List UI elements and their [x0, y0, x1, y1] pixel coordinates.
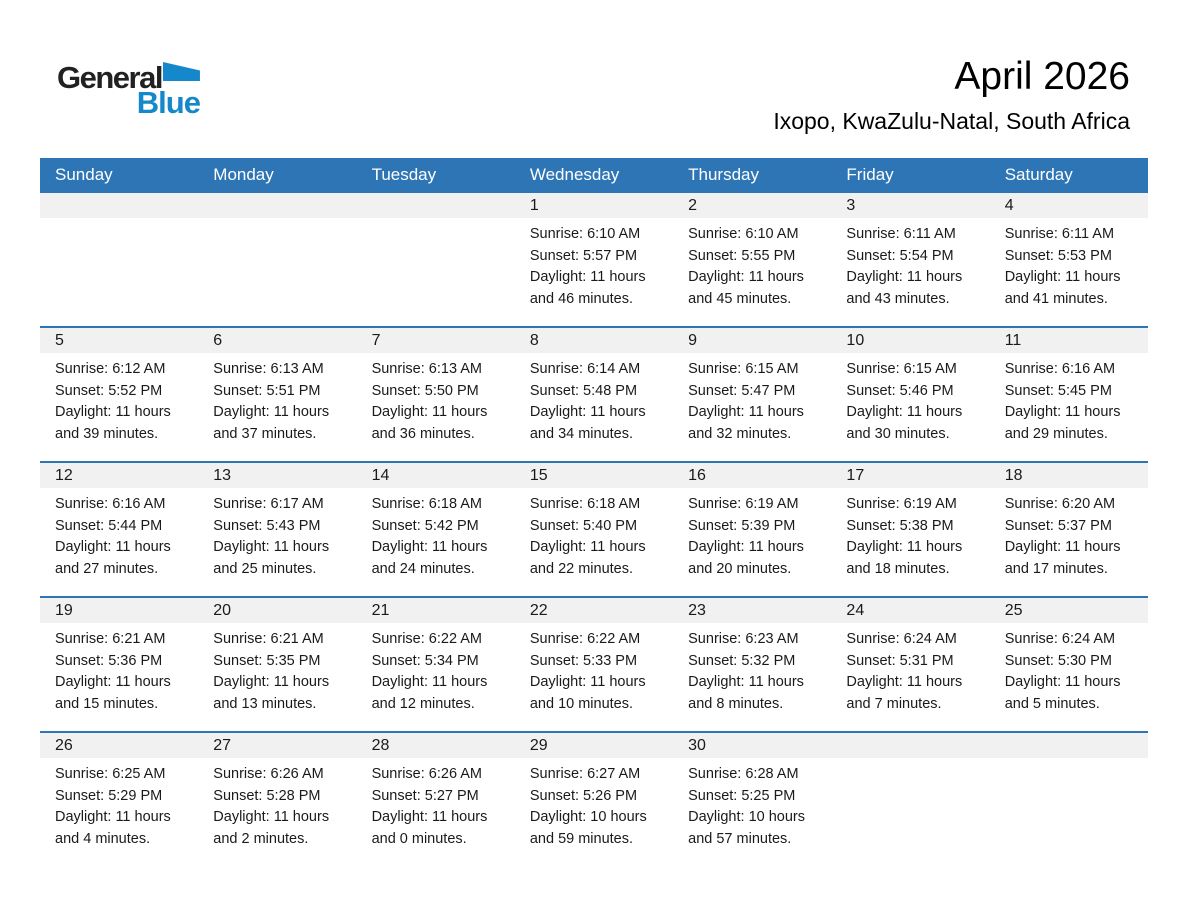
- sunset-text: Sunset: 5:37 PM: [1004, 517, 1112, 534]
- day-cell-19: [40, 598, 198, 731]
- day-details: [673, 758, 831, 850]
- sunrise-text: Sunrise: 6:27 AM: [529, 766, 641, 782]
- day-cell-15: [515, 463, 673, 596]
- daylight-text-line1: Daylight: 11 hours: [529, 539, 646, 555]
- sunset-text: Sunset: 5:55 PM: [688, 247, 796, 264]
- day-number: 10: [831, 328, 989, 353]
- day-number: 1: [515, 193, 673, 218]
- daylight-text-line1: Daylight: 11 hours: [688, 539, 804, 555]
- calendar-grid: [40, 158, 1148, 866]
- day-details: [515, 488, 673, 580]
- sunrise-text: Sunrise: 6:26 AM: [371, 766, 482, 782]
- sunset-text: Sunset: 5:34 PM: [371, 652, 479, 669]
- day-number: 27: [198, 733, 356, 758]
- sunrise-text: Sunrise: 6:26 AM: [213, 766, 324, 782]
- daylight-text-line1: Daylight: 11 hours: [55, 809, 171, 825]
- daylight-text-line1: Daylight: 11 hours: [529, 404, 646, 420]
- weekday-header-row: [40, 158, 1148, 191]
- day-cell-4: [990, 193, 1148, 326]
- daylight-text-line2: and 37 minutes.: [213, 425, 317, 442]
- day-number: 12: [40, 463, 198, 488]
- day-cell-6: [198, 328, 356, 461]
- day-details: [198, 488, 356, 580]
- sunrise-text: Sunrise: 6:25 AM: [55, 766, 166, 782]
- day-cell-18: [990, 463, 1148, 596]
- day-cell-21: [357, 598, 515, 731]
- daylight-text-line2: and 8 minutes.: [688, 695, 784, 712]
- day-number: 3: [831, 193, 989, 218]
- daylight-text-line2: and 29 minutes.: [1004, 425, 1108, 442]
- sunset-text: Sunset: 5:51 PM: [213, 382, 321, 399]
- day-details: [515, 758, 673, 850]
- day-cell-23: [673, 598, 831, 731]
- daylight-text-line2: and 20 minutes.: [688, 560, 792, 577]
- daylight-text-line1: Daylight: 11 hours: [688, 674, 804, 690]
- empty-day-cell: [990, 733, 1148, 866]
- weeks-container: [40, 191, 1148, 866]
- day-cell-30: [673, 733, 831, 866]
- sunrise-text: Sunrise: 6:15 AM: [688, 361, 799, 377]
- logo-text-general: General: [57, 60, 162, 95]
- page-subtitle: Ixopo, KwaZulu-Natal, South Africa: [773, 107, 1130, 134]
- day-cell-22: [515, 598, 673, 731]
- sunrise-text: Sunrise: 6:11 AM: [846, 226, 956, 242]
- day-cell-11: [990, 328, 1148, 461]
- empty-day-cell: [357, 193, 515, 326]
- sunset-text: Sunset: 5:25 PM: [688, 787, 796, 804]
- daylight-text-line1: Daylight: 11 hours: [55, 404, 171, 420]
- sunrise-text: Sunrise: 6:19 AM: [688, 496, 799, 512]
- daylight-text-line1: Daylight: 11 hours: [1004, 674, 1121, 690]
- day-number: 8: [515, 328, 673, 353]
- weekday-header-tuesday: Tuesday: [371, 164, 437, 184]
- sunset-text: Sunset: 5:28 PM: [213, 787, 321, 804]
- daylight-text-line1: Daylight: 11 hours: [55, 674, 171, 690]
- day-number: 11: [990, 328, 1148, 353]
- day-details: [40, 353, 198, 445]
- day-details: [673, 218, 831, 310]
- sunrise-text: Sunrise: 6:13 AM: [371, 361, 482, 377]
- empty-day-band: [357, 193, 515, 218]
- day-number: 29: [515, 733, 673, 758]
- daylight-text-line1: Daylight: 11 hours: [371, 674, 488, 690]
- sunset-text: Sunset: 5:27 PM: [371, 787, 479, 804]
- day-number: 15: [515, 463, 673, 488]
- day-details: [357, 353, 515, 445]
- daylight-text-line2: and 4 minutes.: [55, 830, 151, 847]
- empty-day-band: [990, 733, 1148, 758]
- daylight-text-line2: and 7 minutes.: [846, 695, 942, 712]
- sunset-text: Sunset: 5:36 PM: [55, 652, 163, 669]
- sunset-text: Sunset: 5:26 PM: [529, 787, 638, 804]
- day-number: 7: [357, 328, 515, 353]
- day-cell-9: [673, 328, 831, 461]
- day-details: [198, 623, 356, 715]
- day-details: [990, 623, 1148, 715]
- weekday-header-saturday: Saturday: [1004, 164, 1073, 184]
- daylight-text-line1: Daylight: 11 hours: [529, 674, 646, 690]
- day-details: [831, 218, 989, 310]
- daylight-text-line1: Daylight: 11 hours: [529, 269, 646, 285]
- day-details: [673, 353, 831, 445]
- sunrise-text: Sunrise: 6:19 AM: [846, 496, 957, 512]
- sunrise-text: Sunrise: 6:16 AM: [55, 496, 166, 512]
- sunset-text: Sunset: 5:43 PM: [213, 517, 321, 534]
- sunrise-text: Sunrise: 6:18 AM: [371, 496, 482, 512]
- day-details: [40, 488, 198, 580]
- day-number: 30: [673, 733, 831, 758]
- daylight-text-line2: and 12 minutes.: [371, 695, 475, 712]
- daylight-text-line1: Daylight: 11 hours: [213, 404, 330, 420]
- day-cell-8: [515, 328, 673, 461]
- daylight-text-line1: Daylight: 11 hours: [213, 539, 330, 555]
- sunset-text: Sunset: 5:42 PM: [371, 517, 479, 534]
- sunrise-text: Sunrise: 6:14 AM: [529, 361, 641, 377]
- day-details: [198, 758, 356, 850]
- daylight-text-line2: and 0 minutes.: [371, 830, 467, 847]
- sunset-text: Sunset: 5:46 PM: [846, 382, 954, 399]
- daylight-text-line2: and 10 minutes.: [529, 695, 634, 712]
- weekday-header-wednesday: Wednesday: [529, 164, 620, 184]
- empty-day-cell: [831, 733, 989, 866]
- daylight-text-line1: Daylight: 11 hours: [55, 539, 171, 555]
- daylight-text-line1: Daylight: 11 hours: [213, 809, 330, 825]
- sunrise-text: Sunrise: 6:16 AM: [1004, 361, 1116, 377]
- day-details: [515, 353, 673, 445]
- day-details: [673, 623, 831, 715]
- day-number: 6: [198, 328, 356, 353]
- day-number: 17: [831, 463, 989, 488]
- day-details: [40, 758, 198, 850]
- sunrise-text: Sunrise: 6:24 AM: [846, 631, 957, 647]
- day-cell-16: [673, 463, 831, 596]
- calendar-week-row: [40, 461, 1148, 596]
- daylight-text-line2: and 36 minutes.: [371, 425, 475, 442]
- daylight-text-line2: and 15 minutes.: [55, 695, 159, 712]
- page-title: April 2026: [954, 55, 1130, 98]
- daylight-text-line2: and 59 minutes.: [529, 830, 634, 847]
- day-number: 13: [198, 463, 356, 488]
- sunrise-text: Sunrise: 6:22 AM: [371, 631, 482, 647]
- day-number: 2: [673, 193, 831, 218]
- sunset-text: Sunset: 5:35 PM: [213, 652, 321, 669]
- daylight-text-line2: and 30 minutes.: [846, 425, 950, 442]
- sunrise-text: Sunrise: 6:24 AM: [1004, 631, 1116, 647]
- sunset-text: Sunset: 5:39 PM: [688, 517, 796, 534]
- sunrise-text: Sunrise: 6:10 AM: [688, 226, 799, 242]
- sunrise-text: Sunrise: 6:23 AM: [688, 631, 799, 647]
- day-details: [831, 623, 989, 715]
- daylight-text-line1: Daylight: 11 hours: [846, 269, 963, 285]
- day-number: 28: [357, 733, 515, 758]
- day-number: 5: [40, 328, 198, 353]
- sunset-text: Sunset: 5:32 PM: [688, 652, 796, 669]
- daylight-text-line1: Daylight: 11 hours: [213, 674, 330, 690]
- weekday-header-friday: Friday: [846, 164, 894, 184]
- calendar-week-row: [40, 191, 1148, 326]
- daylight-text-line1: Daylight: 11 hours: [371, 404, 488, 420]
- calendar-week-row: [40, 596, 1148, 731]
- day-details: [990, 218, 1148, 310]
- sunset-text: Sunset: 5:52 PM: [55, 382, 163, 399]
- day-number: 9: [673, 328, 831, 353]
- daylight-text-line2: and 32 minutes.: [688, 425, 792, 442]
- day-details: [40, 623, 198, 715]
- daylight-text-line2: and 17 minutes.: [1004, 560, 1108, 577]
- day-details: [990, 353, 1148, 445]
- day-number: 21: [357, 598, 515, 623]
- sunset-text: Sunset: 5:48 PM: [529, 382, 638, 399]
- empty-day-band: [831, 733, 989, 758]
- day-details: [357, 758, 515, 850]
- sunrise-text: Sunrise: 6:21 AM: [55, 631, 166, 647]
- sunrise-text: Sunrise: 6:21 AM: [213, 631, 324, 647]
- sunset-text: Sunset: 5:30 PM: [1004, 652, 1112, 669]
- daylight-text-line1: Daylight: 11 hours: [688, 269, 804, 285]
- day-details: [515, 218, 673, 310]
- day-number: 18: [990, 463, 1148, 488]
- sunset-text: Sunset: 5:29 PM: [55, 787, 163, 804]
- day-details: [673, 488, 831, 580]
- weekday-header-sunday: Sunday: [55, 164, 113, 184]
- day-cell-20: [198, 598, 356, 731]
- day-cell-24: [831, 598, 989, 731]
- sunrise-text: Sunrise: 6:18 AM: [529, 496, 641, 512]
- daylight-text-line1: Daylight: 11 hours: [1004, 404, 1121, 420]
- sunset-text: Sunset: 5:38 PM: [846, 517, 954, 534]
- weekday-header-monday: Monday: [213, 164, 274, 184]
- day-number: 25: [990, 598, 1148, 623]
- sunset-text: Sunset: 5:40 PM: [529, 517, 638, 534]
- day-details: [515, 623, 673, 715]
- day-cell-5: [40, 328, 198, 461]
- daylight-text-line1: Daylight: 11 hours: [688, 404, 804, 420]
- sunset-text: Sunset: 5:57 PM: [529, 247, 638, 264]
- day-number: 19: [40, 598, 198, 623]
- daylight-text-line2: and 25 minutes.: [213, 560, 317, 577]
- day-number: 22: [515, 598, 673, 623]
- sunset-text: Sunset: 5:54 PM: [846, 247, 954, 264]
- weekday-header-thursday: Thursday: [688, 164, 760, 184]
- day-cell-10: [831, 328, 989, 461]
- daylight-text-line1: Daylight: 11 hours: [846, 539, 963, 555]
- sunrise-text: Sunrise: 6:10 AM: [529, 226, 641, 242]
- daylight-text-line2: and 22 minutes.: [529, 560, 634, 577]
- daylight-text-line2: and 57 minutes.: [688, 830, 792, 847]
- sunset-text: Sunset: 5:31 PM: [846, 652, 954, 669]
- sunrise-text: Sunrise: 6:15 AM: [846, 361, 957, 377]
- day-cell-14: [357, 463, 515, 596]
- empty-day-band: [40, 193, 198, 218]
- day-details: [357, 488, 515, 580]
- day-cell-17: [831, 463, 989, 596]
- day-cell-28: [357, 733, 515, 866]
- day-details: [831, 353, 989, 445]
- daylight-text-line2: and 5 minutes.: [1004, 695, 1100, 712]
- day-cell-3: [831, 193, 989, 326]
- day-details: [831, 488, 989, 580]
- header-titles: [773, 56, 1130, 135]
- day-cell-25: [990, 598, 1148, 731]
- daylight-text-line1: Daylight: 11 hours: [1004, 539, 1121, 555]
- daylight-text-line2: and 24 minutes.: [371, 560, 475, 577]
- day-cell-1: [515, 193, 673, 326]
- day-number: 20: [198, 598, 356, 623]
- day-number: 24: [831, 598, 989, 623]
- empty-day-cell: [40, 193, 198, 326]
- sunrise-text: Sunrise: 6:28 AM: [688, 766, 799, 782]
- day-cell-13: [198, 463, 356, 596]
- logo-triangle-icon: [163, 62, 200, 81]
- daylight-text-line2: and 27 minutes.: [55, 560, 159, 577]
- day-details: [357, 623, 515, 715]
- empty-day-cell: [198, 193, 356, 326]
- general-blue-logo: [57, 62, 200, 118]
- daylight-text-line2: and 2 minutes.: [213, 830, 309, 847]
- daylight-text-line1: Daylight: 10 hours: [688, 809, 806, 825]
- day-number: 4: [990, 193, 1148, 218]
- sunrise-text: Sunrise: 6:17 AM: [213, 496, 324, 512]
- daylight-text-line1: Daylight: 11 hours: [846, 674, 963, 690]
- day-cell-26: [40, 733, 198, 866]
- daylight-text-line1: Daylight: 11 hours: [371, 809, 488, 825]
- sunrise-text: Sunrise: 6:13 AM: [213, 361, 324, 377]
- daylight-text-line2: and 45 minutes.: [688, 290, 792, 307]
- daylight-text-line1: Daylight: 10 hours: [529, 809, 647, 825]
- daylight-text-line2: and 13 minutes.: [213, 695, 317, 712]
- sunset-text: Sunset: 5:47 PM: [688, 382, 796, 399]
- sunrise-text: Sunrise: 6:12 AM: [55, 361, 166, 377]
- day-cell-7: [357, 328, 515, 461]
- day-details: [990, 488, 1148, 580]
- sunrise-text: Sunrise: 6:20 AM: [1004, 496, 1116, 512]
- day-cell-27: [198, 733, 356, 866]
- daylight-text-line2: and 39 minutes.: [55, 425, 159, 442]
- daylight-text-line2: and 18 minutes.: [846, 560, 950, 577]
- day-cell-12: [40, 463, 198, 596]
- day-cell-29: [515, 733, 673, 866]
- calendar-week-row: [40, 326, 1148, 461]
- sunset-text: Sunset: 5:53 PM: [1004, 247, 1112, 264]
- day-number: 23: [673, 598, 831, 623]
- sunset-text: Sunset: 5:50 PM: [371, 382, 479, 399]
- day-cell-2: [673, 193, 831, 326]
- daylight-text-line2: and 41 minutes.: [1004, 290, 1108, 307]
- sunset-text: Sunset: 5:33 PM: [529, 652, 638, 669]
- logo-text-blue: Blue: [136, 85, 200, 120]
- daylight-text-line1: Daylight: 11 hours: [1004, 269, 1121, 285]
- sunset-text: Sunset: 5:44 PM: [55, 517, 163, 534]
- empty-day-band: [198, 193, 356, 218]
- day-number: 16: [673, 463, 831, 488]
- daylight-text-line1: Daylight: 11 hours: [371, 539, 488, 555]
- day-number: 26: [40, 733, 198, 758]
- calendar-week-row: [40, 731, 1148, 866]
- sunrise-text: Sunrise: 6:22 AM: [529, 631, 641, 647]
- sunrise-text: Sunrise: 6:11 AM: [1004, 226, 1115, 242]
- day-details: [198, 353, 356, 445]
- daylight-text-line2: and 43 minutes.: [846, 290, 950, 307]
- daylight-text-line2: and 34 minutes.: [529, 425, 634, 442]
- daylight-text-line2: and 46 minutes.: [529, 290, 634, 307]
- day-number: 14: [357, 463, 515, 488]
- daylight-text-line1: Daylight: 11 hours: [846, 404, 963, 420]
- sunset-text: Sunset: 5:45 PM: [1004, 382, 1112, 399]
